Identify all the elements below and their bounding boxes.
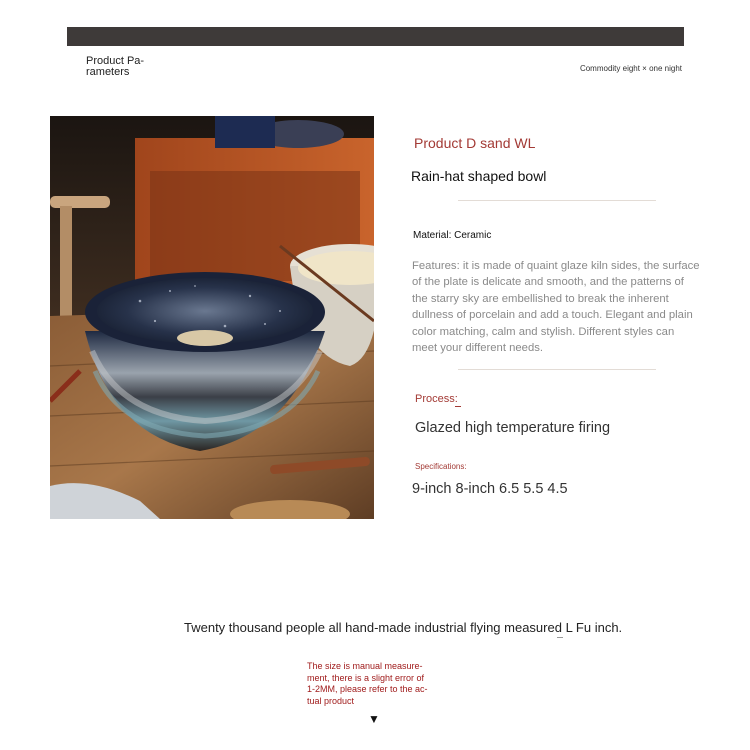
process-label: Process: — [415, 393, 458, 405]
process-value: Glazed high temperature firing — [415, 420, 611, 436]
divider — [458, 200, 656, 201]
specifications-value: 9-inch 8-inch 6.5 5.5 4.5 — [412, 481, 568, 497]
footer-caption: Twenty thousand people all hand-made industrial flying measured L Fu inch. — [184, 620, 623, 635]
section-title: Product Pa- rameters — [86, 55, 145, 78]
commodity-note: Commodity eight × one night — [579, 64, 682, 73]
product-photo — [50, 116, 374, 519]
process-underline — [455, 406, 461, 407]
product-subtitle: Rain-hat shaped bowl — [411, 168, 547, 184]
specifications-label: Specifications: — [415, 462, 467, 471]
divider — [458, 369, 656, 370]
top-banner-bar — [67, 27, 684, 46]
material-label: Material: Ceramic — [413, 230, 492, 241]
measurement-note: The size is manual measure- ment, there is a slight error of 1-2MM, please refer to the ac- tual product — [307, 661, 428, 706]
product-name: Product D sand WL — [414, 135, 536, 151]
down-arrow-icon: ▼ — [368, 712, 380, 726]
features-text: Features: it is made of quaint glaze kiln sides, the surface of the plate is delicate and smooth, and the patterns of the starry sky are embellished to break the inherent dullness of porcelain and add a touch. Elegant and plain color matching, calm and stylish. Different styles can meet your different needs. — [412, 260, 700, 355]
caption-mark — [557, 637, 563, 638]
